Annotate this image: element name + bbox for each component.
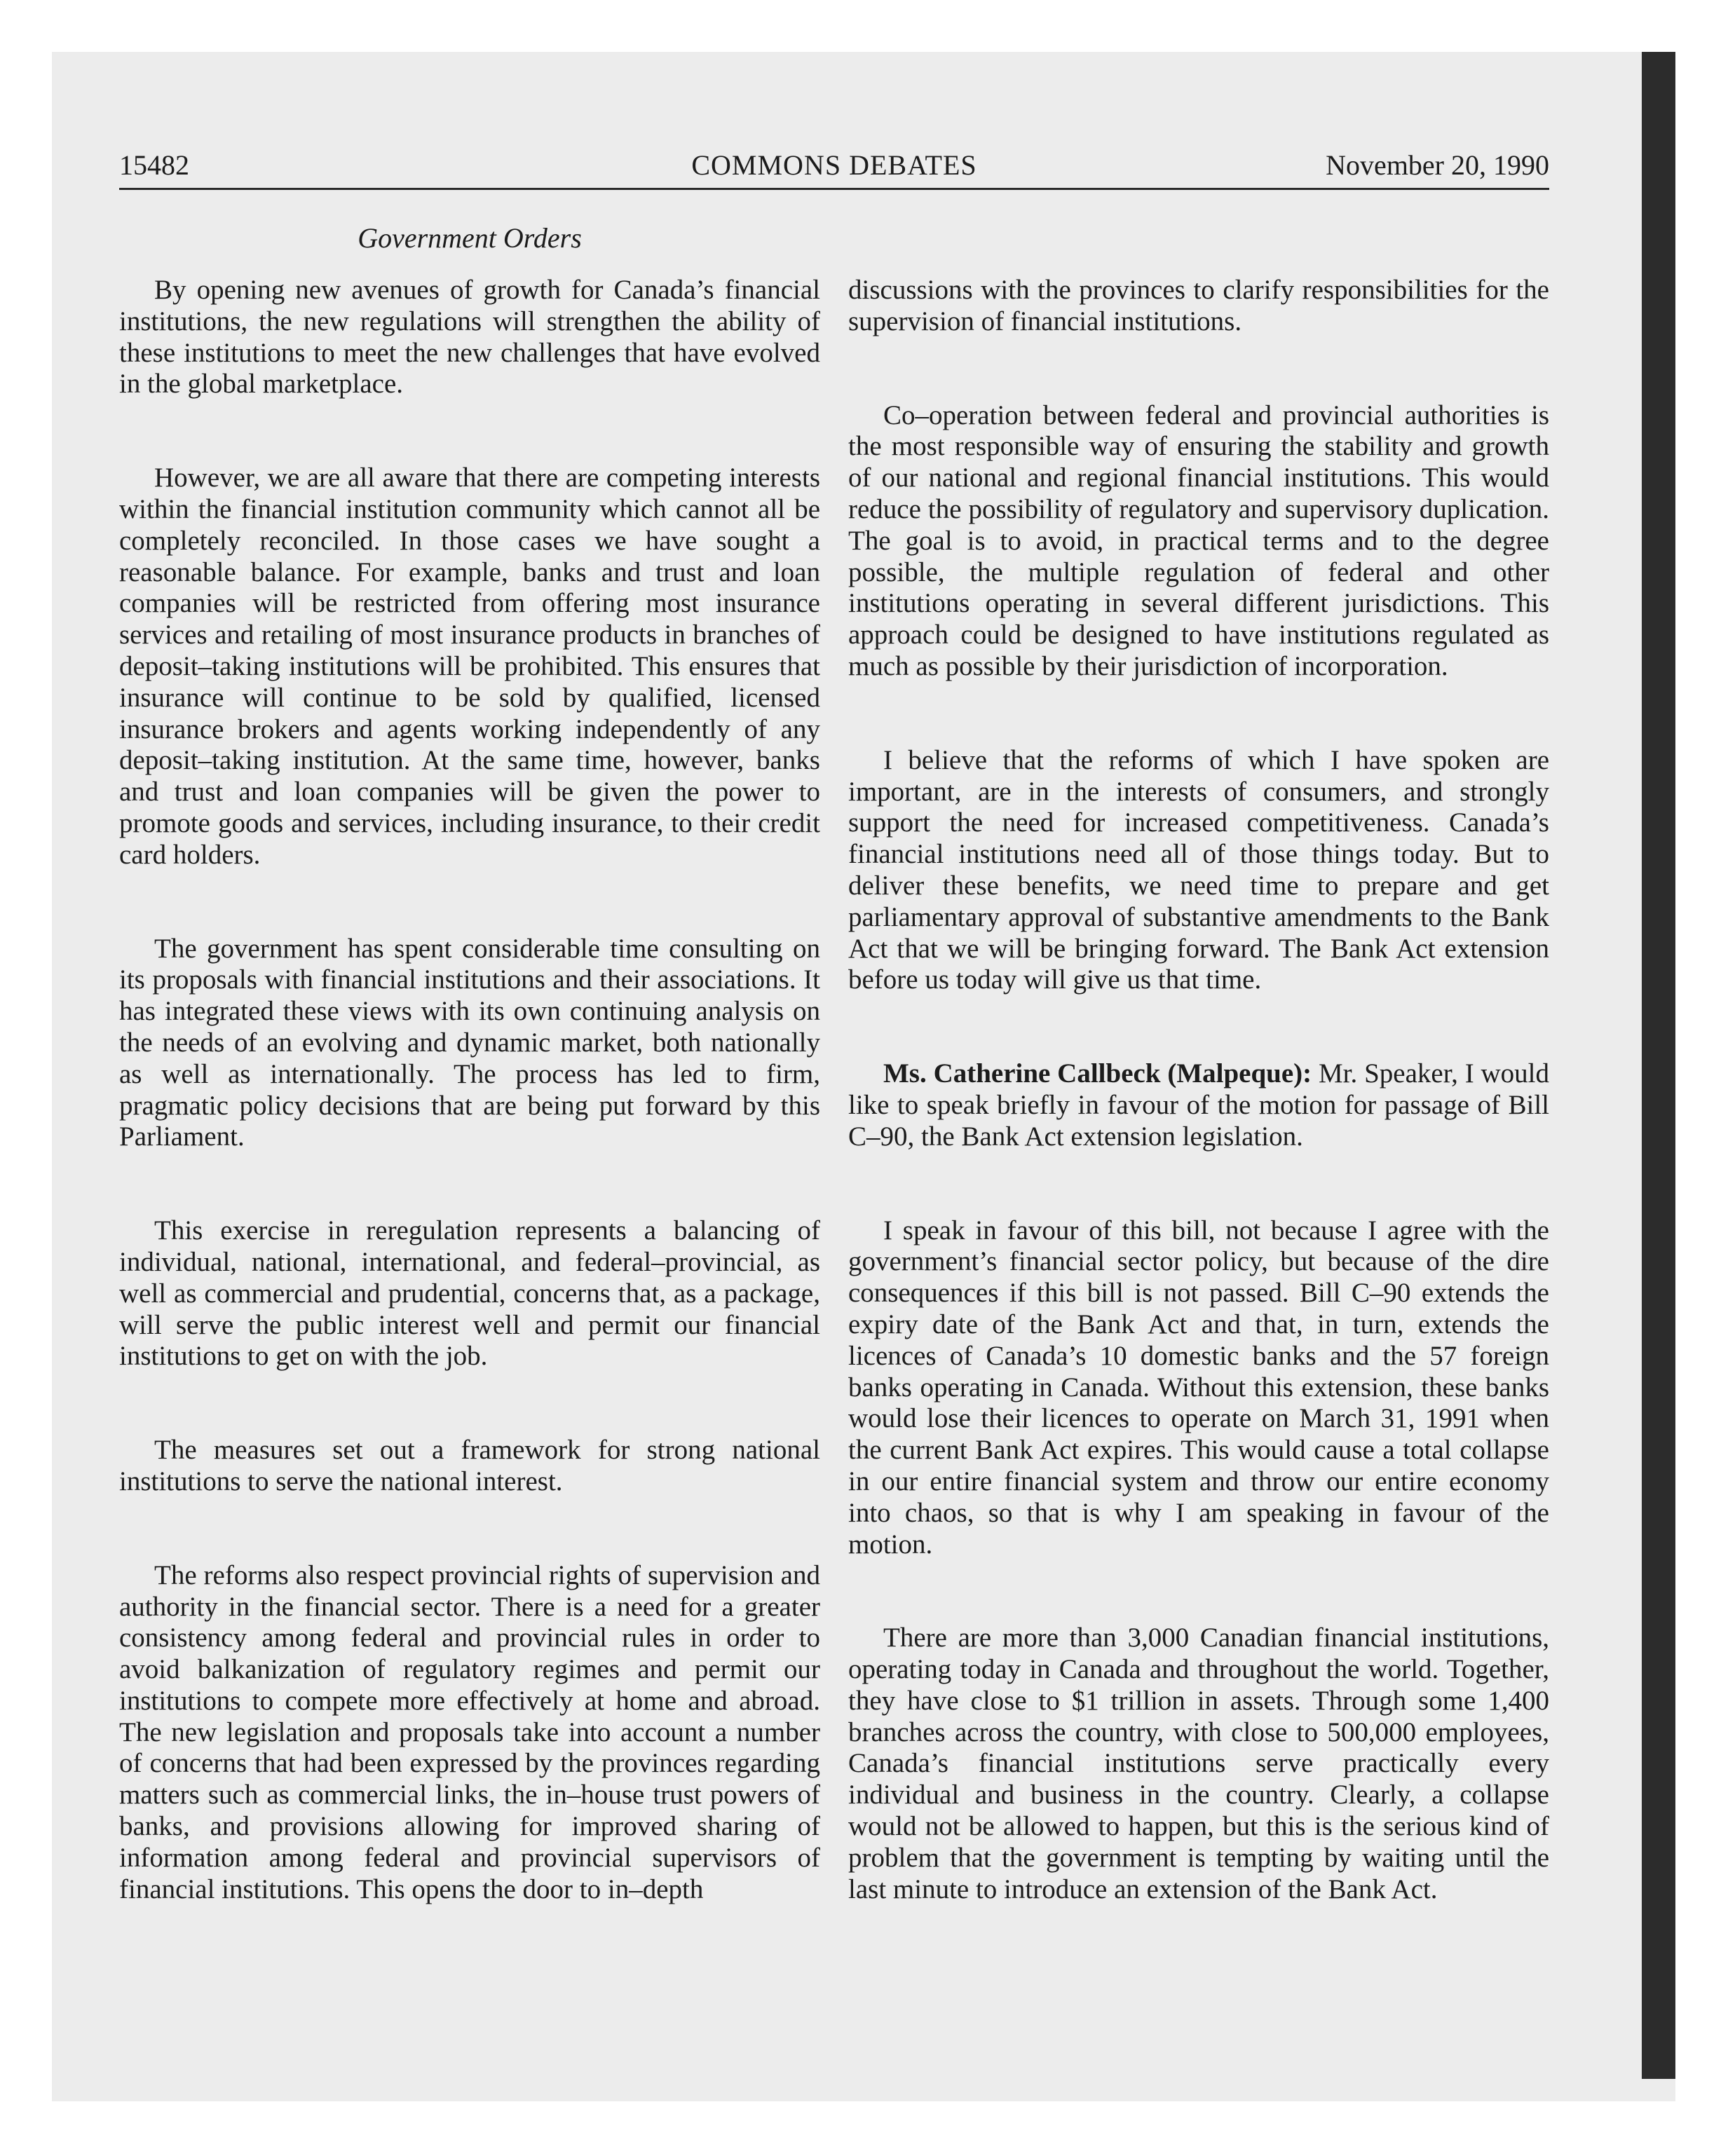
- speaker-text: Mr. Speaker, I would like to speak briefly in favour of the motion for passage of Bill C–90, the Bank Act extension legislation.: [848, 1058, 1550, 1152]
- paragraph: The measures set out a framework for strong national institutions to serve the national interest.: [119, 1435, 820, 1496]
- paragraph-continuation: discussions with the provinces to clarify responsibilities for the supervision of financial institutions.: [848, 275, 1549, 336]
- publication-title: COMMONS DEBATES: [691, 149, 977, 181]
- page-header: [119, 146, 1549, 185]
- paragraph: Co–operation between federal and provincial authorities is the most responsible way of ensuring the stability and growth of our national and regional financial institutions. This would reduce the possibility of regulatory and supervisory duplication. The goal is to avoid, in practical terms and to the degree possible, the multiple regulation of federal and other institutions operating in several different jurisdictions. This approach could be designed to have institutions regulated as much as possible by their jurisdiction of incorporation.: [848, 400, 1549, 681]
- speaker-name: Ms. Catherine Callbeck (Malpeque):: [883, 1058, 1312, 1089]
- section-title: Government Orders: [358, 222, 582, 254]
- speaker-paragraph: [848, 1058, 1549, 1152]
- paragraph: There are more than 3,000 Canadian financial institutions, operating today in Canada and throughout the world. Together, they have close to $1 trillion in assets. Through some 1,400 branches across the country, with close to 500,000 employees, Canada’s financial institutions serve practically every individual and business in the country. Clearly, a collapse would not be allowed to happen, but this is the serious kind of problem that the government is tempting by waiting until the last minute to introduce an extension of the Bank Act.: [848, 1623, 1549, 1904]
- publication-date: November 20, 1990: [1326, 149, 1549, 181]
- paragraph: However, we are all aware that there are competing interests within the financial institution community which cannot all be completely reconciled. In those cases we have sought a reasonable balance. For example, banks and trust and loan companies will be restricted from offering most insurance services and retailing of most insurance products in branches of deposit–taking institutions will be prohibited. This ensures that insurance will continue to be sold by qualified, licensed insurance brokers and agents working independently of any deposit–taking institution. At the same time, however, banks and trust and loan companies will be given the power to promote goods and services, including insurance, to their credit card holders.: [119, 463, 820, 870]
- paragraph: I speak in favour of this bill, not because I agree with the government’s financial sector policy, but because of the dire consequences if this bill is not passed. Bill C–90 extends the expiry date of the Bank Act and that, in turn, extends the licences of Canada’s 10 domestic banks and the 57 foreign banks operating in Canada. Without this extension, these banks would lose their licences to operate on March 31, 1991 when the current Bank Act expires. This would cause a total collapse in our entire financial system and throw our entire economy into chaos, so that is why I am speaking in favour of the motion.: [848, 1215, 1549, 1560]
- left-column: [119, 275, 820, 1905]
- paragraph: The government has spent considerable time consulting on its proposals with financial institutions and their associations. It has integrated these views with its own continuing analysis on the needs of an evolving and dynamic market, both nationally as well as internationally. The process has led to firm, pragmatic policy decisions that are being put forward by this Parliament.: [119, 933, 820, 1152]
- scan-edge-shadow: [1642, 52, 1675, 2079]
- paragraph: This exercise in reregulation represents a balancing of individual, national, international, and federal–provincial, as well as commercial and prudential, concerns that, as a package, will serve the public interest well and permit our financial institutions to get on with the job.: [119, 1215, 820, 1372]
- paragraph: I believe that the reforms of which I have spoken are important, are in the interests of consumers, and strongly support the need for increased competitiveness. Canada’s financial institutions need all of those things today. But to deliver these benefits, we need time to prepare and get parliamentary approval of substantive amendments to the Bank Act that we will be bringing forward. The Bank Act extension before us today will give us that time.: [848, 744, 1549, 995]
- header-rule: [119, 188, 1549, 190]
- paragraph: By opening new avenues of growth for Canada’s financial institutions, the new regulations will strengthen the ability of these institutions to meet the new challenges that have evolved in the global marketplace.: [119, 275, 820, 400]
- right-column: [848, 275, 1549, 1905]
- page-number: 15482: [119, 149, 189, 181]
- paragraph: The reforms also respect provincial rights of supervision and authority in the financial sector. There is a need for a greater consistency among federal and provincial rules in order to avoid balkanization of regulatory regimes and permit our institutions to compete more effectively at home and abroad. The new legislation and proposals take into account a number of concerns that had been expressed by the provinces regarding matters such as commercial links, the in–house trust powers of banks, and provisions allowing for improved sharing of information among federal and provincial supervisors of financial institutions. This opens the door to in–depth: [119, 1560, 820, 1904]
